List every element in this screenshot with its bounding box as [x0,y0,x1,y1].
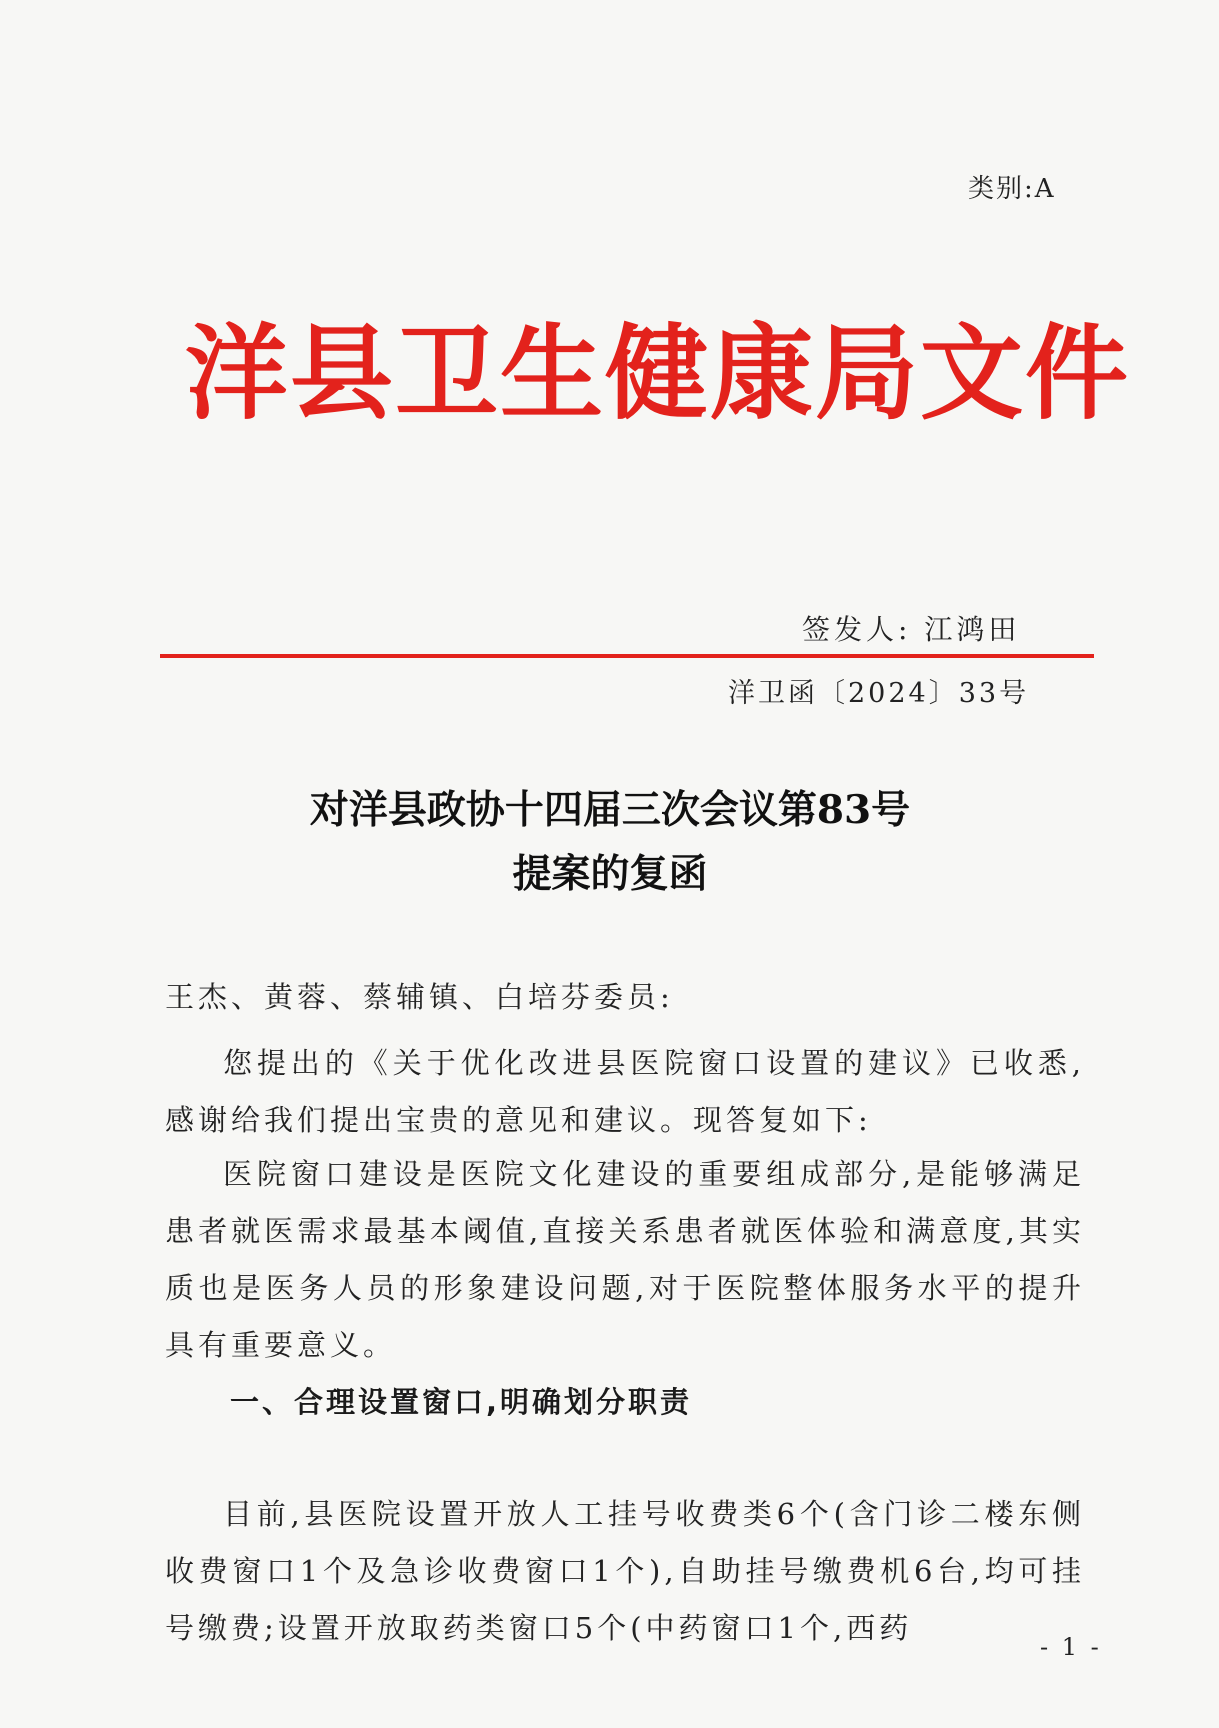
title-line-2: 提案的复函 [512,851,708,897]
paragraph-3-text: 目前,县医院设置开放人工挂号收费类6个(含门诊二楼东侧收费窗口1个及急诊收费窗口1个),自助挂号缴费机6台,均可挂号缴费;设置开放取药类窗口5个(中药窗口1个,西药 [165,1497,1085,1645]
addressee: 王杰、黄蓉、蔡辅镇、白培芬委员: [165,980,674,1014]
paragraph-2 [165,1146,1085,1374]
document-title [160,778,1060,906]
category-label: 类别:A [968,174,1056,204]
title-line-1: 对洋县政协十四届三次会议第83号 [309,787,911,833]
signer-line [802,608,1020,648]
paragraph-2-text: 医院窗口建设是医院文化建设的重要组成部分,是能够满足患者就医需求最基本阈值,直接关系患者就医体验和满意度,其实质也是医务人员的形象建设问题,对于医院整体服务水平的提升具有重要意义。 [165,1157,1085,1362]
paragraph-1 [165,1035,1085,1149]
document-number: 洋卫函〔2024〕33号 [728,678,1030,709]
paragraph-1-text: 您提出的《关于优化改进县医院窗口设置的建议》已收悉,感谢给我们提出宝贵的意见和建议。现答复如下: [165,1046,1085,1137]
page-number: - 1 - [1040,1633,1102,1661]
masthead-title: 洋县卫生健康局文件 [185,314,1130,434]
red-divider [160,654,1094,658]
signer-label: 签发人: [802,613,912,646]
signer-name: 江鸿田 [924,613,1021,646]
paragraph-3 [165,1486,1085,1657]
section-heading-1: 一、合理设置窗口,明确划分职责 [230,1385,693,1419]
